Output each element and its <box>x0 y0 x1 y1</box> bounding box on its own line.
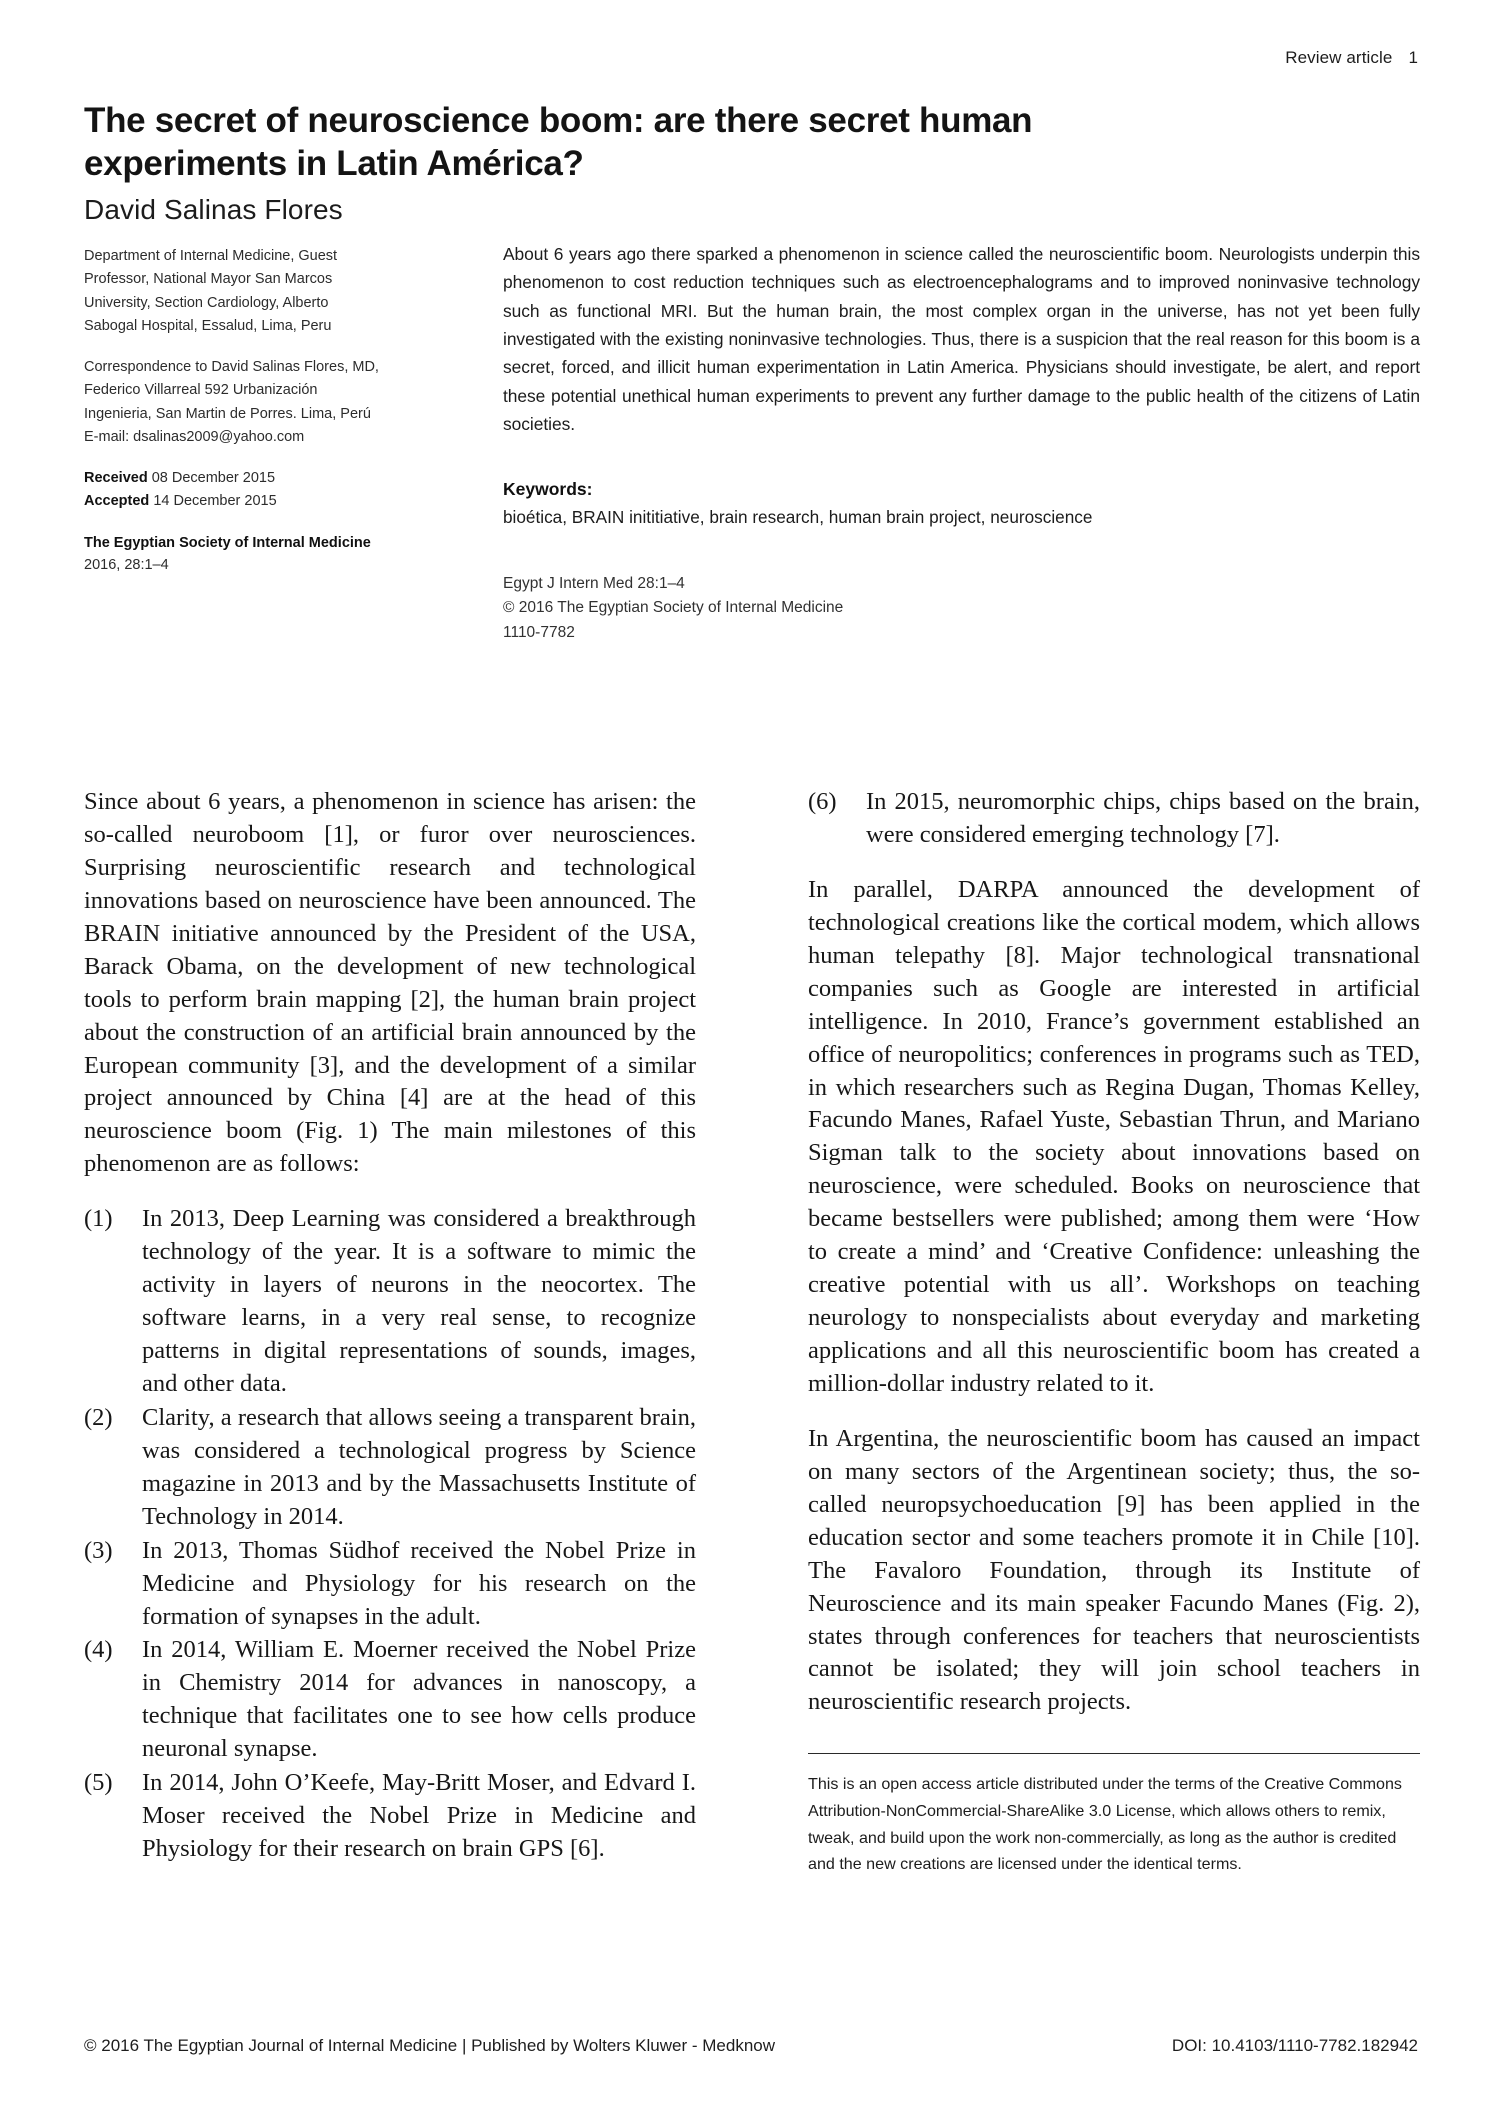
right-paragraph-1: In parallel, DARPA announced the development of technological creations like the cortical modem, which allows human telepathy [8]. Major technological transnational companies such as Google are interested in artificial intelligence. In 2010, France’s government established an office of neuropolitics; conferences in programs such as TED, in which researchers such as Regina Dugan, Thomas Kelley, Facundo Manes, Rafael Yuste, Sebastian Thrun, and Mariano Sigman talk to the society about innovations based on neuroscience, were scheduled. Books on neuroscience that became bestsellers were published; among them were ‘How to create a mind’ and ‘Creative Confidence: unleashing the creative potential with us all’. Workshops on teaching neurology to nonspecialists about everyday and marketing applications and all this neuroscientific boom has created a million-dollar industry related to it. <box>808 875 1420 1397</box>
citation-line-2: © 2016 The Egyptian Society of Internal Medicine <box>503 599 844 617</box>
right-paragraph-2: In Argentina, the neuroscientific boom has caused an impact on many sectors of the Argentinean society; thus, the so-called neuropsychoeducation [9] has been applied in the education sector and some teachers promote it in Chile [10]. The Favaloro Foundation, through its Institute of Neuroscience and its main speaker Facundo Manes (Fig. 2), states through conferences for teachers that neuroscientists cannot be isolated; they will join school teachers in neuroscientific research projects. <box>808 1424 1420 1716</box>
abstract-text: About 6 years ago there sparked a phenomenon in science called the neuroscientific boom. Neurologists underpin this phenomenon to cost reduction techniques such as electroencephalograms and to improved noninvasive technology such as functional MRI. But the human brain, the most complex organ in the universe, has not yet been fully investigated with the existing noninvasive technologies. Thus, there is a suspicion that the real reason for this boom is a secret, forced, and illicit human experimentation in Latin America. Physicians should investigate, be alert, and report these potential unethical human experiments to prevent any further damage to the public health of the citizens of Latin societies. <box>503 244 1420 435</box>
list-marker: (5) <box>84 1769 113 1797</box>
list-item-text: In 2013, Thomas Südhof received the Nobel Prize in Medicine and Physiology for his research on the formation of synapses in the adult. <box>142 1536 696 1630</box>
running-head <box>1285 48 1418 68</box>
received-label: Received <box>84 469 148 486</box>
list-item-text: In 2014, John O’Keefe, May-Britt Moser, and Edvard I. Moser received the Nobel Prize in Medicine and Physiology for their research on brain GPS [6]. <box>142 1769 696 1863</box>
list-marker: (1) <box>84 1205 113 1233</box>
list-item <box>808 786 1420 852</box>
list-item-text: In 2013, Deep Learning was considered a breakthrough technology of the year. It is a software to mimic the activity in layers of neurons in the neocortex. The software learns, in a very real sense, to recognize patterns in digital representations of sounds, images, and other data. <box>142 1205 696 1397</box>
list-marker: (4) <box>84 1636 113 1664</box>
citation-block <box>503 572 1420 645</box>
license-text: This is an open access article distributed under the terms of the Creative Commons Attribution-NonCommercial-ShareAlike 3.0 License, which allows others to remix, tweak, and build upon the work non-commercially, as long as the author is credited and the new creations are licensed under the identical terms. <box>808 1775 1402 1874</box>
milestones-list-right <box>808 786 1420 852</box>
intro-paragraph: Since about 6 years, a phenomenon in science has arisen: the so-called neuroboom [1], or furor over neurosciences. Surprising neuroscientific research and technological innovations based on neuroscience have been announced. The BRAIN initiative announced by the President of the USA, Barack Obama, on the development of new technological tools to perform brain mapping [2], the human brain project about the construction of an artificial brain announced by the European community [3], and the development of a similar project announced by China [4] are at the head of this neuroscience boom (Fig. 1) The main milestones of this phenomenon are as follows: <box>84 788 696 1178</box>
affiliation-text: Department of Internal Medicine, Guest Professor, National Mayor San Marcos University, Section Cardiology, Alberto Sabogal Hospital, Essalud, Lima, Peru <box>84 248 338 335</box>
milestones-list-left <box>84 1203 696 1866</box>
license-footnote <box>808 1753 1420 1878</box>
list-item <box>84 1203 696 1401</box>
list-marker: (6) <box>808 788 837 815</box>
footer-doi[interactable]: DOI: 10.4103/1110-7782.182942 <box>1171 2036 1418 2055</box>
accepted-line <box>84 490 384 513</box>
list-item <box>84 1535 696 1634</box>
footer-copyright: © 2016 The Egyptian Journal of Internal Medicine | Published by Wolters Kluwer - Medknow <box>84 2036 776 2055</box>
keywords-list: bioética, BRAIN inititiative, brain research, human brain project, neuroscience <box>503 506 1093 527</box>
citation-line-1: Egypt J Intern Med 28:1–4 <box>503 575 685 593</box>
received-line <box>84 467 384 490</box>
citation-issn: 1110-7782 <box>503 623 575 641</box>
page-footer <box>84 2036 1420 2056</box>
society-volume: 2016, 28:1–4 <box>84 556 169 573</box>
list-item-text: In 2015, neuromorphic chips, chips based on the brain, were considered emerging technology [7]. <box>866 788 1420 848</box>
metadata-sidebar <box>84 240 384 645</box>
accepted-date: 14 December 2015 <box>153 493 277 510</box>
title-block <box>84 100 1244 226</box>
list-item-text: Clarity, a research that allows seeing a transparent brain, was considered a technological progress by Science magazine in 2013 and by the Massachusetts Institute of Technology in 2014. <box>142 1403 696 1530</box>
page-title: The secret of neuroscience boom: are there secret human experiments in Latin América? <box>84 101 1033 183</box>
accepted-label: Accepted <box>84 493 150 510</box>
society-name: The Egyptian Society of Internal Medicine <box>84 534 371 551</box>
body-column-right <box>808 786 1420 1878</box>
list-marker: (2) <box>84 1403 113 1431</box>
list-item <box>84 1634 696 1766</box>
list-item-text: In 2014, William E. Moerner received the Nobel Prize in Chemistry 2014 for advances in nanoscopy, a technique that facilitates one to see how cells produce neuronal synapse. <box>142 1636 696 1763</box>
dates-block <box>84 467 384 514</box>
body-column-left <box>84 786 696 1878</box>
abstract-column <box>384 240 1420 645</box>
keywords-heading: Keywords: <box>503 478 593 499</box>
correspondence-block <box>84 356 384 450</box>
list-item <box>84 1767 696 1866</box>
page-number: 1 <box>1408 48 1418 67</box>
affiliation-block <box>84 245 384 339</box>
society-block <box>84 533 384 578</box>
correspondence-text: Correspondence to David Salinas Flores, MD, Federico Villarreal 592 Urbanización Ingenieria, San Martin de Porres. Lima, Perú <box>84 358 379 422</box>
header-columns <box>84 240 1420 645</box>
received-date: 08 December 2015 <box>151 469 276 486</box>
body-columns <box>84 786 1420 1878</box>
email-line[interactable]: E-mail: dsalinas2009@yahoo.com <box>84 429 305 446</box>
author-name: David Salinas Flores <box>84 194 343 226</box>
list-marker: (3) <box>84 1536 113 1564</box>
list-item <box>84 1402 696 1534</box>
running-head-label: Review article <box>1285 48 1393 67</box>
